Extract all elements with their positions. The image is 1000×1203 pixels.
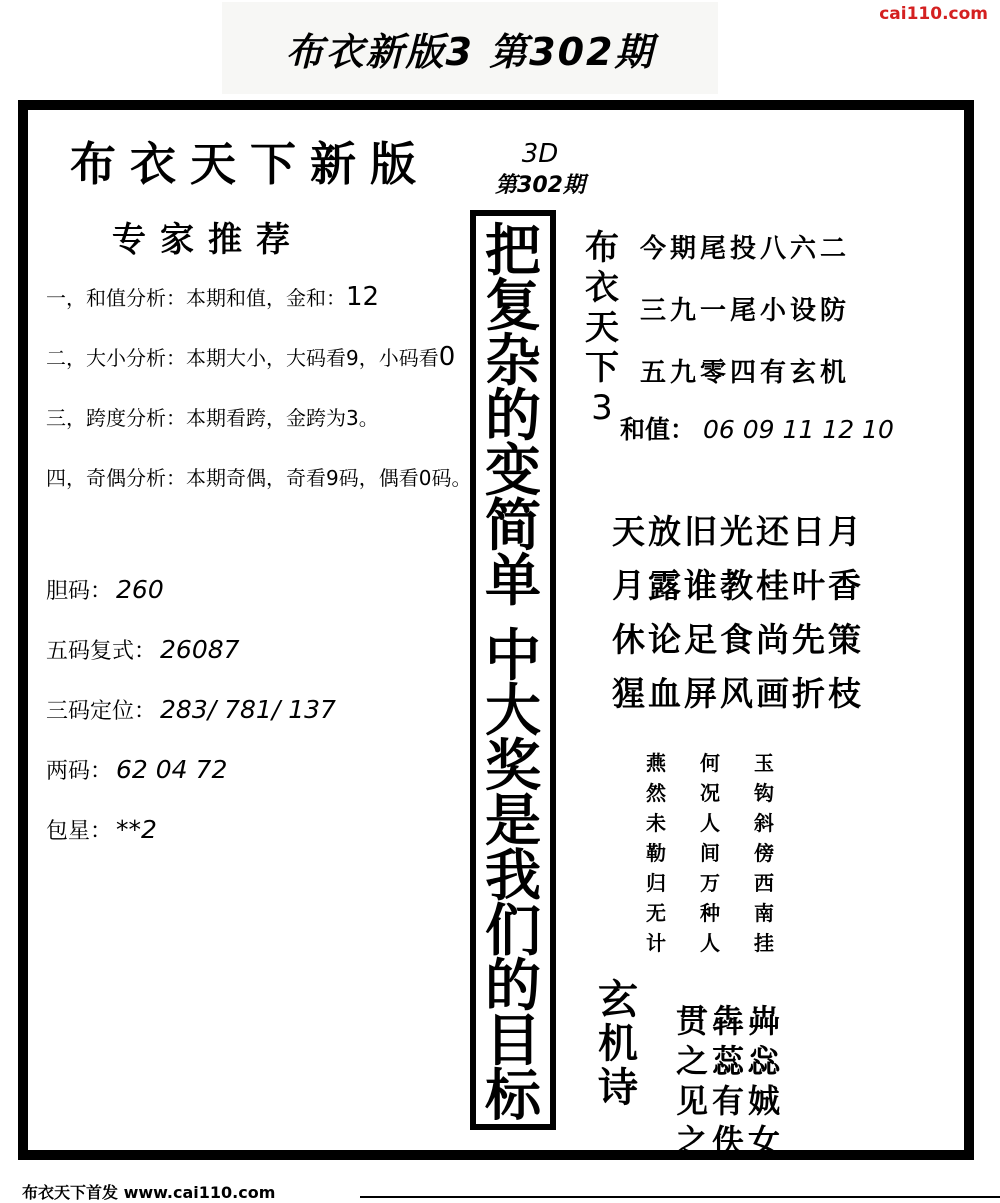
tip-label: 两码： bbox=[46, 759, 113, 784]
slogan-char: 中 bbox=[485, 623, 541, 689]
tip-dan-ma bbox=[46, 574, 164, 605]
tip-wu-ma bbox=[46, 634, 240, 665]
slogan-char: 我 bbox=[485, 843, 541, 909]
site-label[interactable]: cai110.com bbox=[879, 4, 988, 24]
poem-line-1: 今期尾投八六二 bbox=[640, 234, 851, 264]
small-char: 燕 bbox=[646, 751, 666, 775]
slogan-char: 复 bbox=[485, 273, 541, 339]
vertical-slogan bbox=[470, 210, 556, 1130]
analysis-text: 四，奇偶分析：本期奇偶，奇看9码，偶看0码。 bbox=[46, 466, 472, 490]
slogan-char: 们 bbox=[485, 898, 541, 964]
small-char: 未 bbox=[646, 811, 666, 835]
small-char: 勒 bbox=[646, 841, 666, 865]
small-char: 钩 bbox=[754, 781, 774, 805]
brand-char: 下 bbox=[585, 348, 619, 388]
tip-bao-xing bbox=[46, 814, 157, 845]
analysis-line-2 bbox=[46, 342, 455, 372]
brand-char: 衣 bbox=[585, 268, 619, 308]
tip-label: 五码复式： bbox=[46, 639, 157, 664]
small-char: 人 bbox=[700, 811, 720, 835]
big-poem-line-3: 休论足食尚先策 bbox=[612, 620, 864, 659]
slogan-char: 大 bbox=[485, 678, 541, 744]
issue-label bbox=[480, 140, 600, 199]
analysis-text: 三，跨度分析：本期看跨，金跨为3。 bbox=[46, 406, 379, 430]
small-char: 种 bbox=[700, 901, 720, 925]
tip-label: 包星： bbox=[46, 819, 113, 844]
small-char: 西 bbox=[754, 871, 774, 895]
big-poem-line-2: 月露谁教桂叶香 bbox=[612, 566, 864, 605]
analysis-text: 一，和值分析：本期和值，金和： bbox=[46, 286, 346, 310]
small-column-3 bbox=[748, 748, 780, 958]
xuanji-char: 诗 bbox=[598, 1064, 638, 1111]
small-char: 挂 bbox=[754, 931, 774, 955]
small-char: 归 bbox=[646, 871, 666, 895]
small-column-1 bbox=[640, 748, 672, 958]
analysis-value: 12 bbox=[346, 282, 380, 312]
small-char: 人 bbox=[700, 931, 720, 955]
slogan-char: 变 bbox=[485, 438, 541, 504]
analysis-line-4 bbox=[46, 462, 471, 492]
riddle-line-3: 见有娍 bbox=[676, 1082, 785, 1120]
tip-liang-ma bbox=[46, 754, 227, 785]
small-char: 计 bbox=[646, 931, 666, 955]
small-char: 万 bbox=[700, 871, 720, 895]
brand-char: 布 bbox=[585, 228, 619, 268]
slogan-char: 单 bbox=[485, 548, 541, 614]
heading-main: 布衣天下新版 bbox=[70, 137, 430, 191]
tip-value: 26087 bbox=[160, 635, 240, 664]
tip-value: **2 bbox=[116, 815, 157, 844]
slogan-char: 标 bbox=[485, 1063, 541, 1129]
slogan-char: 简 bbox=[485, 493, 541, 559]
slogan-char: 目 bbox=[485, 1008, 541, 1074]
brand-char: 3 bbox=[591, 388, 613, 428]
tip-value: 260 bbox=[116, 575, 164, 604]
sum-values-line bbox=[620, 410, 894, 446]
analysis-value: 0 bbox=[438, 342, 456, 372]
tip-san-ma bbox=[46, 694, 336, 725]
small-char: 然 bbox=[646, 781, 666, 805]
sum-label: 和值： bbox=[620, 415, 696, 444]
xuanji-char: 玄 bbox=[598, 976, 638, 1023]
issue-3d: 3D bbox=[521, 139, 559, 169]
small-char: 无 bbox=[646, 901, 666, 925]
analysis-line-1 bbox=[46, 282, 379, 312]
slogan-char: 是 bbox=[485, 788, 541, 854]
analysis-text: 二，大小分析：本期大小，大码看9，小码看 bbox=[46, 346, 439, 370]
riddle-line-4: 之佚女 bbox=[676, 1122, 785, 1160]
heading-sub: 专家推荐 bbox=[112, 220, 304, 260]
small-char: 斜 bbox=[754, 811, 774, 835]
big-poem-line-1: 天放旧光还日月 bbox=[612, 512, 864, 551]
analysis-line-3 bbox=[46, 402, 379, 432]
brand-vertical bbox=[578, 228, 626, 428]
riddle-line-2: 之蕊惢 bbox=[676, 1042, 785, 1080]
top-title: 布衣新版3 第302期 bbox=[222, 2, 718, 94]
tip-label: 胆码： bbox=[46, 579, 113, 604]
small-column-2 bbox=[694, 748, 726, 958]
xuanji-char: 机 bbox=[598, 1020, 638, 1067]
slogan-char: 的 bbox=[485, 953, 541, 1019]
sum-values: 06 09 11 12 10 bbox=[703, 415, 894, 444]
issue-number: 第302期 bbox=[495, 173, 585, 198]
slogan-char: 把 bbox=[485, 218, 541, 284]
slogan-char: 奖 bbox=[485, 733, 541, 799]
small-char: 况 bbox=[700, 781, 720, 805]
big-poem-line-4: 猩血屏风画折枝 bbox=[612, 674, 864, 713]
slogan-char: 杂 bbox=[485, 328, 541, 394]
tip-label: 三码定位： bbox=[46, 699, 157, 724]
small-char: 傍 bbox=[754, 841, 774, 865]
brand-char: 天 bbox=[585, 308, 619, 348]
slogan-char: 的 bbox=[485, 383, 541, 449]
xuanji-label bbox=[596, 978, 640, 1110]
poem-line-3: 五九零四有玄机 bbox=[640, 358, 851, 388]
small-char: 玉 bbox=[754, 751, 774, 775]
footer-text[interactable]: 布衣天下首发 www.cai110.com bbox=[22, 1183, 276, 1202]
riddle-line-1: 贯犇芔 bbox=[676, 1002, 785, 1040]
small-poem-columns bbox=[640, 748, 780, 958]
small-char: 何 bbox=[700, 751, 720, 775]
small-char: 南 bbox=[754, 901, 774, 925]
footer-divider bbox=[360, 1196, 1000, 1198]
small-char: 间 bbox=[700, 841, 720, 865]
tip-value: 62 04 72 bbox=[116, 755, 228, 784]
poem-line-2: 三九一尾小设防 bbox=[640, 296, 851, 326]
tip-value: 283/ 781/ 137 bbox=[160, 695, 336, 724]
